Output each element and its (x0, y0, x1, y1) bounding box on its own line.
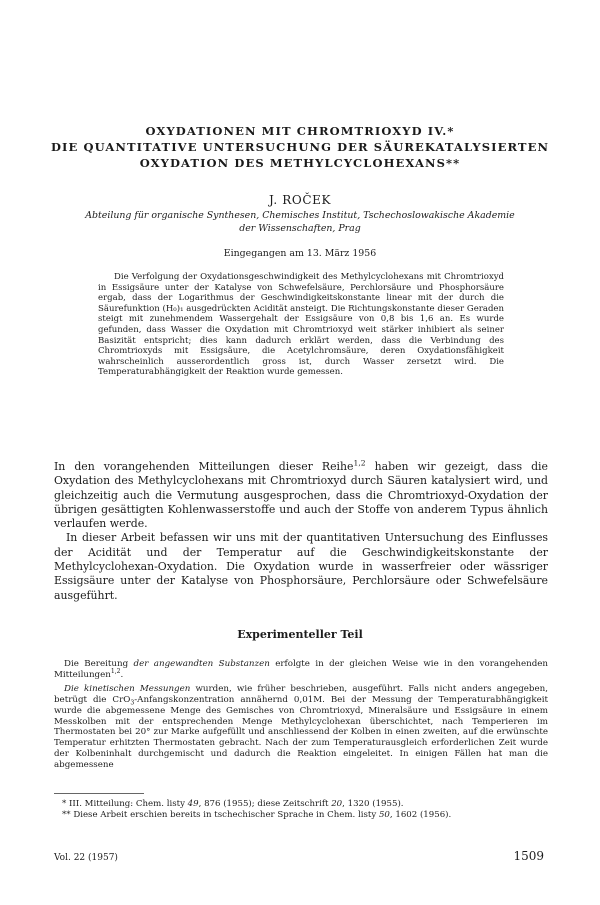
title-line-3: OXYDATION DES METHYLCYCLOHEXANS** (139, 156, 461, 170)
reference-mark: 1,2 (353, 458, 366, 468)
section-heading: Experimenteller Teil (237, 628, 363, 641)
intro-paragraph-1: In den vorangehenden Mitteilungen dieser Reihe$^{1,2}$ haben wir gezeigt, dass die Oxydation des Methylcyclohexans mit Chromtrioxyd durch Säuren katalysiert wird, und gleichzeitig auch die Vermutung ausgesprochen, dass die Chromtrioxyd-Oxydation der übrigen gesättigten Kohlenwasserstoffe und auch der Stoffe von anderem Typus ähnlich verlaufen werde. (54, 458, 548, 531)
experimental-paragraph-2: Die kinetischen Messungen wurden, wie früher beschrieben, ausgeführt. Falls nicht anders angegeben, betrügt die CrO$_3$-Anfangskonzentration annähernd 0,01M. Bei der Messung der Temperaturabhängigkeit wurde die abgemessene Menge des Gemisches von Chromtrioxyd, Mineralsäure und Essigsäure in einem Messkolben mit der entsprechenden Menge Methylcyclohexan überschichtet, nach Temperieren im Thermostaten bei 20° zur Marke aufgefüllt und anschliessend der Kolben in einen zweiten, auf die erwünschte Temperatur erhitzten Thermostaten gebracht. Nach der zum Temperaturausgleich erforderlichen Zeit wurde der Kolbeninhalt durchgemischt und dadurch die Reaktion eingeleitet. In einigen Fällen hat man die abgemessene (54, 683, 548, 771)
title-line-1: OXYDATIONEN MIT CHROMTRIOXYD IV.* (145, 124, 455, 138)
journal-volume: Vol. 22 (1957) (54, 853, 118, 863)
experimental-paragraph-1: Die Bereitung der angewandten Substanzen erfolgte in der gleichen Weise wie in den vorangehenden Mitteilungen$^{1,2}$. (54, 659, 548, 680)
affiliation-line-2: der Wissenschaften, Prag (239, 223, 361, 234)
intro-paragraph-2: In dieser Arbeit befassen wir uns mit der quantitativen Untersuchung des Einflusses der Acidität und der Temperatur auf die Geschwindigkeitskonstante der Methylcyclohexan-Oxydation. Die Oxydation wurde in wasserfreier oder wässriger Essigsäure unter der Katalyse von Phosphorsäure, Perchlorsäure oder Schwefelsäure ausgeführt. (54, 531, 548, 602)
footnotes (62, 799, 542, 821)
affiliation (60, 209, 540, 235)
affiliation-line-1: Abteilung für organische Synthesen, Chemisches Institut, Tschechoslowakische Akademie (85, 210, 515, 221)
page-number: 1509 (513, 849, 544, 863)
abstract-text: Die Verfolgung der Oxydationsgeschwindigkeit des Methylcyclohexans mit Chromtrioxyd in Essigsäure unter der Katalyse von Schwefelsäure, Perchlorsäure und Phosphorsäure ergab, dass der Logarithmus der Geschwindigkeitskonstante linear mit der durch die Säurefunktion (H₀)₁ ausgedrückten Acidität ansteigt. Die Richtungskonstante dieser Geraden steigt mit zunehmendem Wassergehalt der Essigsäure von 0,8 bis 1,6 an. Es wurde gefunden, dass Wasser die Oxydation mit Chromtrioxyd weit stärker inhibiert als seiner Basizität entspricht; dies kann dadurch erklärt werden, dass die Verbindung des Chromtrioxyds mit Essigsäure, die Acetylchromsäure, deren Oxydationsfähigkeit wahrscheinlich ausserordentlich gross ist, durch Wasser zersetzt wird. Die Temperaturabhängigkeit der Reaktion wurde gemessen. (98, 272, 504, 378)
footnote-1: * III. Mitteilung: Chem. listy 49, 876 (1955); diese Zeitschrift 20, 1320 (1955). (62, 799, 404, 809)
footnote-rule (54, 793, 144, 794)
received-date: Eingegangen am 13. März 1956 (223, 248, 377, 259)
footnote-2: ** Diese Arbeit erschien bereits in tschechischer Sprache in Chem. listy 50, 1602 (1956). (62, 810, 452, 821)
title-line-2: DIE QUANTITATIVE UNTERSUCHUNG DER SÄUREKATALYSIERTEN (50, 140, 550, 154)
experimental-section (54, 659, 548, 771)
introduction (54, 460, 548, 603)
abstract (98, 272, 504, 378)
reference-mark: 1,2 (110, 668, 121, 676)
author-name: J. ROČEK (268, 193, 332, 207)
